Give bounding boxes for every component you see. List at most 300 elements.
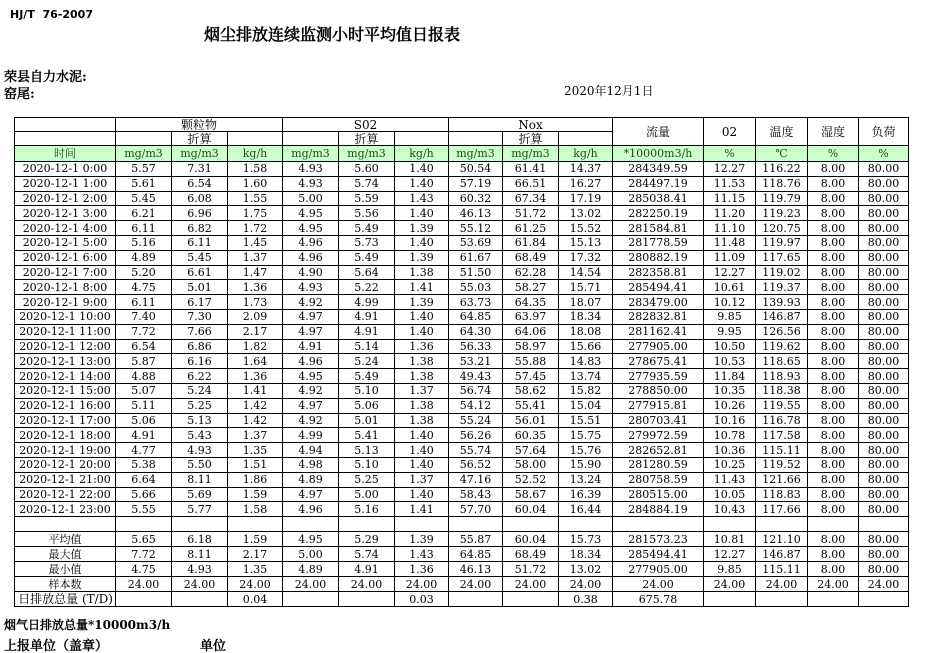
summary-cell: 80.00 [859,532,909,547]
cell: 18.07 [559,295,613,310]
cell: 1.38 [395,398,449,413]
cell: 1.40 [395,176,449,191]
cell: 8.00 [808,176,859,191]
summary-cell: 4.93 [172,562,228,577]
summary-cell: 1.43 [395,547,449,562]
summary-cell: 55.87 [449,532,503,547]
cell: 1.40 [395,206,449,221]
unit-header: mg/m3 [449,146,503,162]
summary-cell: 675.78 [613,592,704,607]
cell: 126.56 [756,324,808,339]
cell: 5.38 [116,457,172,472]
table-row [15,324,909,339]
cell: 118.76 [756,176,808,191]
cell: 80.00 [859,354,909,369]
cell: 284349.59 [613,162,704,177]
cell: 4.95 [283,369,339,384]
cell: 4.97 [283,324,339,339]
cell: 80.00 [859,176,909,191]
column-header: 负荷 [859,118,909,146]
cell: 7.31 [172,162,228,177]
cell: 5.61 [116,176,172,191]
cell: 1.75 [228,206,283,221]
cell: 4.97 [283,309,339,324]
unit-header: mg/m3 [503,146,559,162]
summary-cell: 4.75 [116,562,172,577]
cell: 60.04 [503,502,559,517]
summary-cell: 1.59 [228,532,283,547]
cell: 5.22 [339,280,395,295]
table-row [15,517,909,532]
summary-cell: 8.00 [808,562,859,577]
cell: 1.37 [395,383,449,398]
cell: 281280.59 [613,457,704,472]
summary-cell: 80.00 [859,547,909,562]
cell: 1.59 [228,487,283,502]
cell: 6.17 [172,295,228,310]
cell: 80.00 [859,295,909,310]
cell: 281778.59 [613,235,704,250]
cell: 11.53 [704,176,756,191]
converted-header: 折算 [172,132,228,146]
cell: 60.35 [503,428,559,443]
cell: 4.96 [283,502,339,517]
cell: 1.45 [228,235,283,250]
cell: 8.00 [808,502,859,517]
cell: 6.82 [172,221,228,236]
table-row [15,413,909,428]
cell: 8.00 [808,235,859,250]
cell: 119.79 [756,191,808,206]
cell: 1.42 [228,398,283,413]
cell: 4.98 [283,457,339,472]
cell: 4.91 [339,324,395,339]
cell: 5.07 [116,383,172,398]
cell: 80.00 [859,369,909,384]
cell: 11.43 [704,472,756,487]
summary-label: 最大值 [15,547,116,562]
monitoring-point: 窑尾: [4,87,35,102]
cell: 5.55 [116,502,172,517]
summary-cell: 8.11 [172,547,228,562]
table-row [15,146,909,162]
cell: 5.87 [116,354,172,369]
empty-header [559,132,613,146]
cell: 6.86 [172,339,228,354]
cell: 8.00 [808,295,859,310]
cell: 80.00 [859,487,909,502]
summary-cell: 46.13 [449,562,503,577]
cell: 58.43 [449,487,503,502]
table-row [15,383,909,398]
cell: 5.57 [116,162,172,177]
cell: 16.27 [559,176,613,191]
cell: 1.37 [228,250,283,265]
cell: 1.40 [395,235,449,250]
table-row [15,354,909,369]
row-time: 2020-12-1 8:00 [15,280,116,295]
cell: 56.01 [503,413,559,428]
cell: 66.51 [503,176,559,191]
cell: 56.74 [449,383,503,398]
cell: 80.00 [859,383,909,398]
converted-header: 折算 [339,132,395,146]
corner-cell [15,118,116,132]
cell: 15.13 [559,235,613,250]
row-time: 2020-12-1 7:00 [15,265,116,280]
cell: 8.00 [808,309,859,324]
cell: 80.00 [859,339,909,354]
unit-header: mg/m3 [116,146,172,162]
row-time: 2020-12-1 2:00 [15,191,116,206]
table-row [15,592,909,607]
summary-label: 最小值 [15,562,116,577]
cell: 2.17 [228,324,283,339]
cell: 1.40 [395,309,449,324]
cell: 282250.19 [613,206,704,221]
summary-cell: 24.00 [449,577,503,592]
row-time: 2020-12-1 10:00 [15,309,116,324]
summary-cell: 24.00 [395,577,449,592]
empty-cell [172,517,228,532]
cell: 6.54 [116,339,172,354]
cell: 8.00 [808,191,859,206]
row-time: 2020-12-1 4:00 [15,221,116,236]
cell: 64.06 [503,324,559,339]
cell: 64.30 [449,324,503,339]
empty-header [283,132,339,146]
cell: 5.06 [339,398,395,413]
cell: 80.00 [859,206,909,221]
cell: 15.66 [559,339,613,354]
row-time: 2020-12-1 1:00 [15,176,116,191]
cell: 139.93 [756,295,808,310]
cell: 57.45 [503,369,559,384]
cell: 1.72 [228,221,283,236]
cell: 1.82 [228,339,283,354]
cell: 1.64 [228,354,283,369]
cell: 118.38 [756,383,808,398]
cell: 10.35 [704,383,756,398]
cell: 56.52 [449,457,503,472]
summary-cell [756,592,808,607]
cell: 5.24 [339,354,395,369]
summary-cell: 24.00 [116,577,172,592]
row-time: 2020-12-1 18:00 [15,428,116,443]
cell: 10.05 [704,487,756,502]
empty-cell [559,517,613,532]
cell: 53.21 [449,354,503,369]
summary-cell: 24.00 [228,577,283,592]
cell: 1.43 [395,191,449,206]
cell: 284884.19 [613,502,704,517]
cell: 52.52 [503,472,559,487]
summary-cell: 24.00 [808,577,859,592]
column-header: 02 [704,118,756,146]
summary-cell: 24.00 [704,577,756,592]
cell: 63.73 [449,295,503,310]
cell: 61.84 [503,235,559,250]
summary-cell: 24.00 [339,577,395,592]
report-table [14,117,909,607]
cell: 119.23 [756,206,808,221]
cell: 58.62 [503,383,559,398]
cell: 1.40 [395,428,449,443]
cell: 4.93 [283,280,339,295]
table-row [15,235,909,250]
summary-cell: 15.73 [559,532,613,547]
cell: 5.66 [116,487,172,502]
summary-cell: 8.00 [808,532,859,547]
cell: 5.16 [339,502,395,517]
cell: 1.42 [228,413,283,428]
row-time: 2020-12-1 6:00 [15,250,116,265]
cell: 280882.19 [613,250,704,265]
table-row [15,280,909,295]
cell: 8.00 [808,398,859,413]
cell: 282652.81 [613,443,704,458]
cell: 8.00 [808,457,859,472]
cell: 146.87 [756,309,808,324]
flue-gas-total-note: 烟气日排放总量*10000m3/h [4,618,171,632]
cell: 8.00 [808,265,859,280]
empty-cell [613,517,704,532]
cell: 1.60 [228,176,283,191]
summary-cell [172,592,228,607]
cell: 120.75 [756,221,808,236]
cell: 5.13 [339,443,395,458]
cell: 4.93 [283,162,339,177]
cell: 5.25 [339,472,395,487]
empty-cell [808,517,859,532]
table-row [15,191,909,206]
cell: 285038.41 [613,191,704,206]
summary-cell: 13.02 [559,562,613,577]
table-row [15,295,909,310]
cell: 5.45 [116,191,172,206]
summary-label: 日排放总量 (T/D) [15,592,116,607]
cell: 1.40 [395,324,449,339]
cell: 11.48 [704,235,756,250]
cell: 1.58 [228,162,283,177]
table-row [15,443,909,458]
cell: 6.11 [116,221,172,236]
cell: 80.00 [859,250,909,265]
cell: 50.54 [449,162,503,177]
summary-cell: 4.91 [339,562,395,577]
cell: 13.74 [559,369,613,384]
cell: 54.12 [449,398,503,413]
cell: 118.83 [756,487,808,502]
cell: 80.00 [859,265,909,280]
cell: 8.00 [808,339,859,354]
cell: 5.10 [339,457,395,472]
cell: 80.00 [859,443,909,458]
cell: 64.35 [503,295,559,310]
cell: 4.89 [283,472,339,487]
cell: 4.96 [283,235,339,250]
summary-cell: 5.00 [283,547,339,562]
cell: 7.66 [172,324,228,339]
empty-cell [859,517,909,532]
cell: 6.16 [172,354,228,369]
table-row [15,206,909,221]
cell: 14.54 [559,265,613,280]
summary-cell: 24.00 [859,577,909,592]
unit-header: mg/m3 [339,146,395,162]
cell: 80.00 [859,191,909,206]
cell: 6.11 [172,235,228,250]
cell: 118.93 [756,369,808,384]
cell: 1.41 [228,383,283,398]
cell: 1.73 [228,295,283,310]
cell: 8.00 [808,472,859,487]
cell: 9.95 [704,324,756,339]
cell: 279972.59 [613,428,704,443]
cell: 15.75 [559,428,613,443]
cell: 117.65 [756,250,808,265]
cell: 1.36 [228,369,283,384]
summary-cell: 5.74 [339,547,395,562]
table-row [15,339,909,354]
cell: 61.67 [449,250,503,265]
cell: 119.37 [756,280,808,295]
corner-cell [15,132,116,146]
cell: 280758.59 [613,472,704,487]
cell: 121.66 [756,472,808,487]
cell: 281162.41 [613,324,704,339]
empty-cell [116,517,172,532]
cell: 15.90 [559,457,613,472]
standard-code: HJ/T 76-2007 [10,8,93,21]
reporting-unit-label: 上报单位（盖章） [4,639,109,653]
table-row [15,250,909,265]
empty-header [116,132,172,146]
cell: 4.89 [116,250,172,265]
summary-cell: 80.00 [859,562,909,577]
cell: 5.56 [339,206,395,221]
cell: 80.00 [859,162,909,177]
cell: 280515.00 [613,487,704,502]
cell: 17.19 [559,191,613,206]
cell: 6.64 [116,472,172,487]
cell: 4.88 [116,369,172,384]
summary-cell: 6.18 [172,532,228,547]
cell: 8.00 [808,324,859,339]
cell: 10.16 [704,413,756,428]
cell: 4.97 [283,487,339,502]
cell: 8.00 [808,443,859,458]
cell: 280703.41 [613,413,704,428]
cell: 15.52 [559,221,613,236]
table-row [15,532,909,547]
cell: 5.00 [339,487,395,502]
cell: 60.32 [449,191,503,206]
cell: 1.37 [228,428,283,443]
cell: 58.67 [503,487,559,502]
cell: 283479.00 [613,295,704,310]
cell: 116.22 [756,162,808,177]
cell: 6.61 [172,265,228,280]
row-time: 2020-12-1 5:00 [15,235,116,250]
empty-header [395,132,449,146]
cell: 8.00 [808,428,859,443]
empty-cell [339,517,395,532]
cell: 282358.81 [613,265,704,280]
row-time: 2020-12-1 3:00 [15,206,116,221]
cell: 5.20 [116,265,172,280]
cell: 117.66 [756,502,808,517]
summary-cell: 0.38 [559,592,613,607]
cell: 5.49 [339,221,395,236]
cell: 4.96 [283,250,339,265]
cell: 2.09 [228,309,283,324]
cell: 5.11 [116,398,172,413]
cell: 16.44 [559,502,613,517]
cell: 1.41 [395,502,449,517]
cell: 1.36 [395,339,449,354]
cell: 4.93 [283,176,339,191]
cell: 64.85 [449,309,503,324]
cell: 67.34 [503,191,559,206]
table-row [15,265,909,280]
cell: 8.00 [808,487,859,502]
summary-cell: 8.00 [808,547,859,562]
cell: 51.50 [449,265,503,280]
cell: 5.01 [339,413,395,428]
cell: 8.00 [808,280,859,295]
summary-cell [449,592,503,607]
row-time: 2020-12-1 19:00 [15,443,116,458]
cell: 15.51 [559,413,613,428]
cell: 5.01 [172,280,228,295]
cell: 8.00 [808,206,859,221]
cell: 57.64 [503,443,559,458]
cell: 4.94 [283,443,339,458]
summary-cell: 68.49 [503,547,559,562]
cell: 1.40 [395,487,449,502]
cell: 5.13 [172,413,228,428]
cell: 1.40 [395,457,449,472]
cell: 16.39 [559,487,613,502]
cell: 4.99 [339,295,395,310]
cell: 1.39 [395,221,449,236]
summary-cell [503,592,559,607]
empty-cell [756,517,808,532]
cell: 61.41 [503,162,559,177]
cell: 1.38 [395,369,449,384]
cell: 55.88 [503,354,559,369]
cell: 57.70 [449,502,503,517]
cell: 17.32 [559,250,613,265]
row-time: 2020-12-1 9:00 [15,295,116,310]
cell: 80.00 [859,413,909,428]
cell: 5.69 [172,487,228,502]
cell: 49.43 [449,369,503,384]
cell: 4.77 [116,443,172,458]
cell: 5.43 [172,428,228,443]
summary-cell: 277905.00 [613,562,704,577]
cell: 282832.81 [613,309,704,324]
cell: 1.38 [395,265,449,280]
cell: 278850.00 [613,383,704,398]
cell: 6.11 [116,295,172,310]
cell: 1.38 [395,354,449,369]
summary-cell: 0.03 [395,592,449,607]
cell: 55.74 [449,443,503,458]
cell: 55.41 [503,398,559,413]
cell: 55.03 [449,280,503,295]
